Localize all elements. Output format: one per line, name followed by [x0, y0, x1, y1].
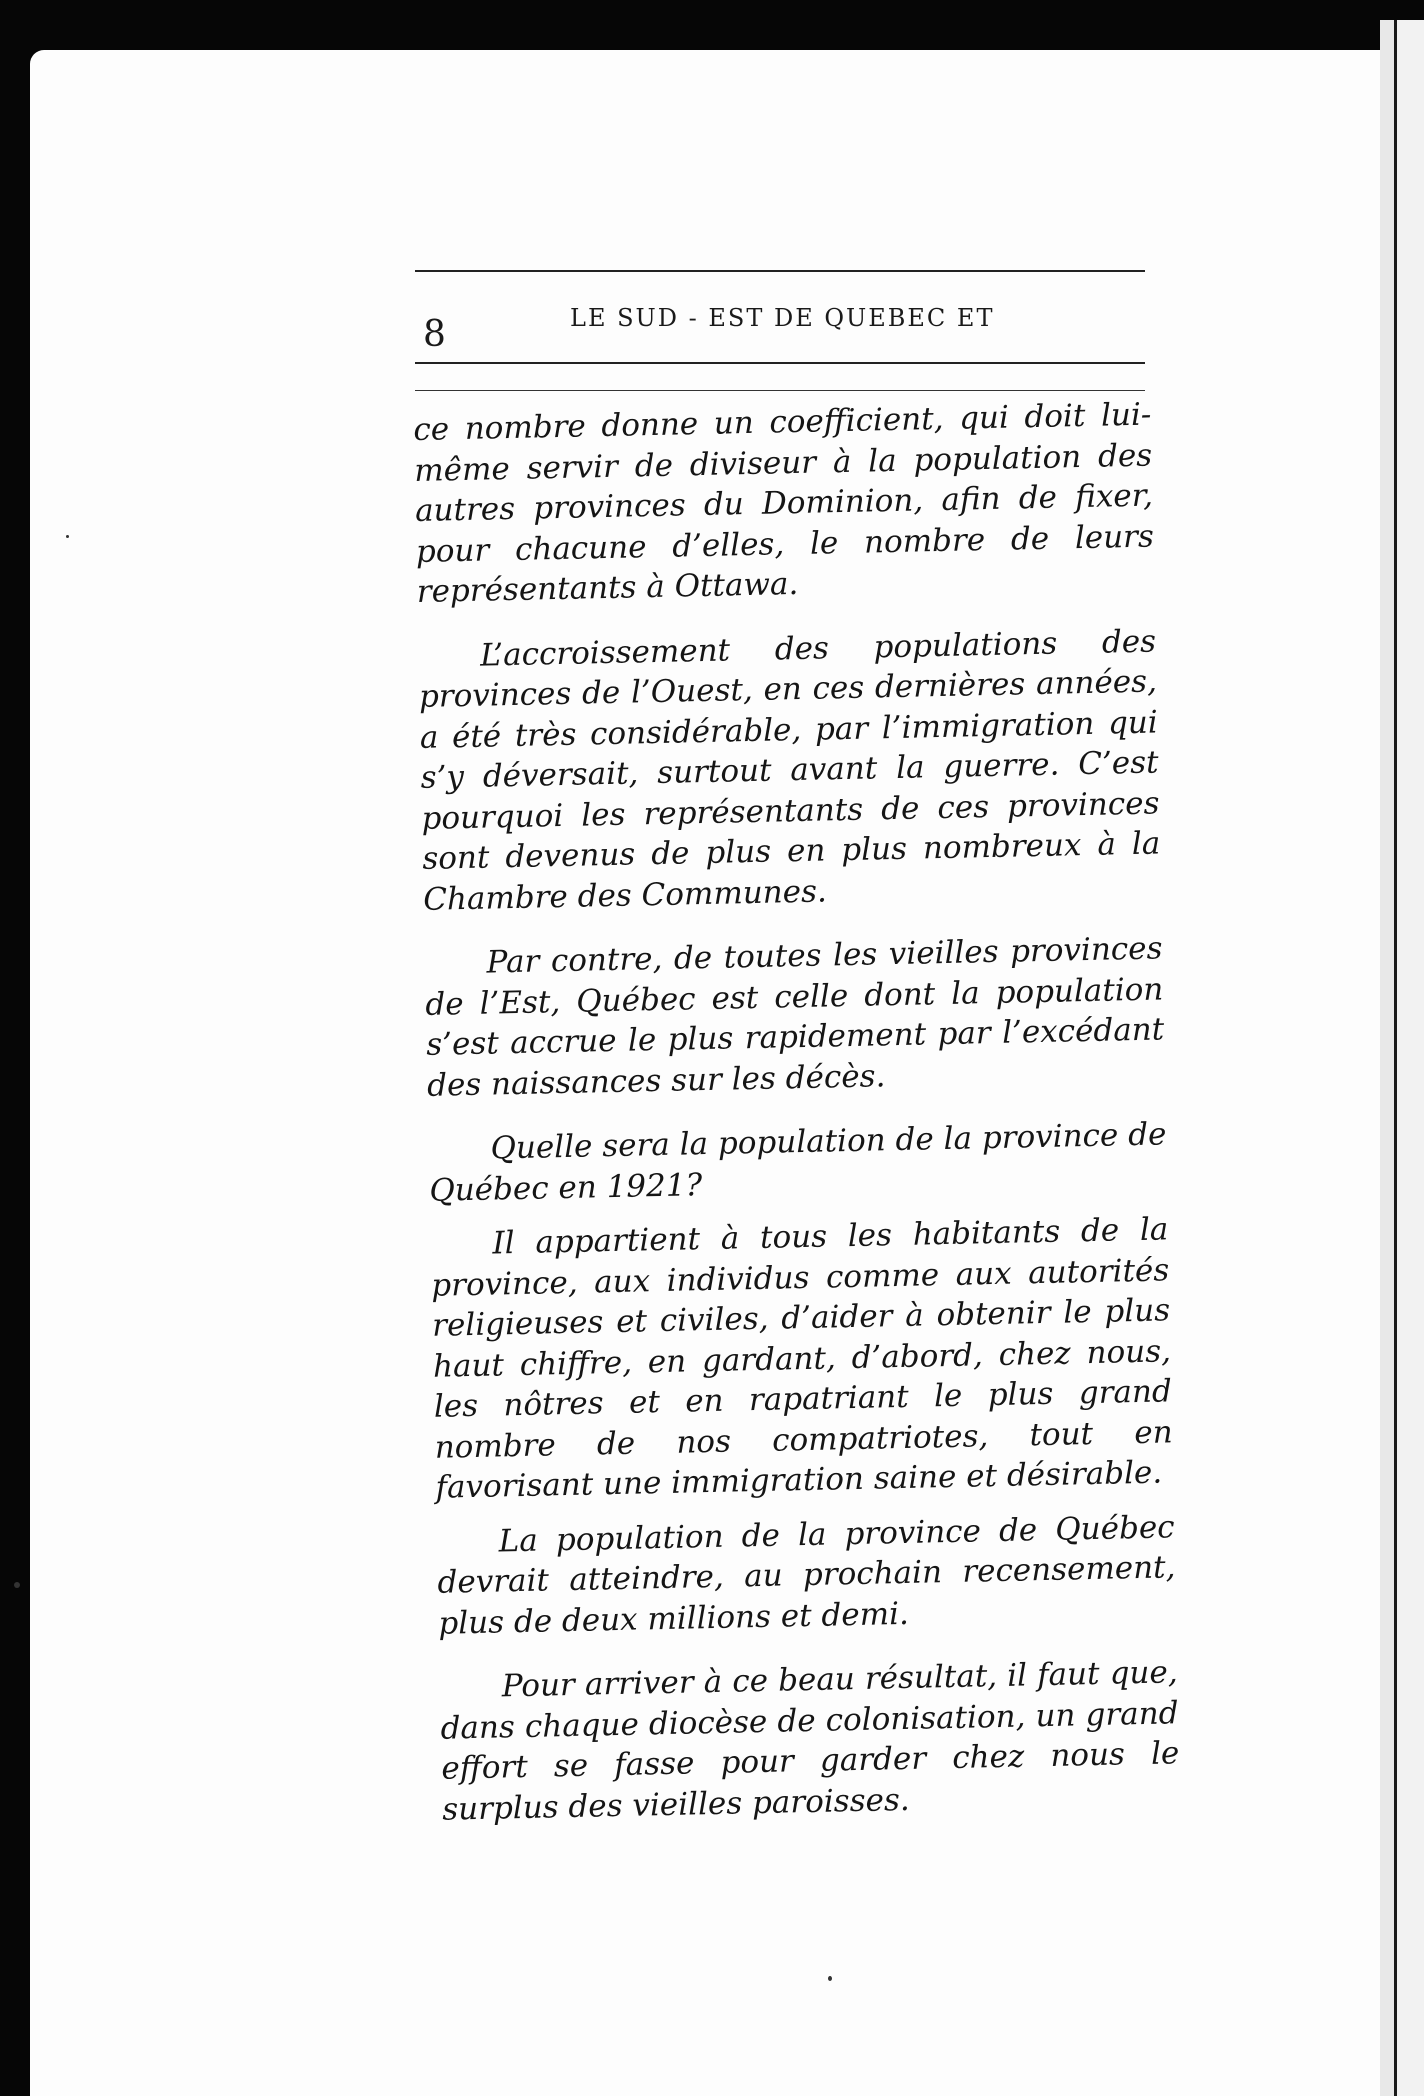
header-rule-top [415, 270, 1145, 272]
next-page-edge [1397, 20, 1424, 2096]
scan-speck [828, 1976, 832, 1981]
paragraph-4: Quelle sera la population de la province de Québec en 1921? [428, 1116, 1167, 1209]
body-text [413, 395, 1181, 1854]
paragraph-3: Par contre, de toutes les vieilles provinces de l’Est, Québec est celle dont la population s’est accrue le plus rapidement par l’excédant des naissances sur les décès. [425, 930, 1165, 1104]
paragraph-5: Il appartient à tous les habitants de la province, aux individus comme aux autorités religieuses et civiles, d’aider à obtenir le plus haut chiffre, en gardant, d’abord, chez nous, les nôtres et en rapatriant le plus grand nombre de nos compatriotes, tout en favorisant une immigration saine et désirable. [430, 1211, 1173, 1506]
paragraph-2: L’accroissement des populations des provinces de l’Ouest, en ces dernières années, a été très considérable, par l’immigration qui s’y déversait, surtout avant la guerre. C’est pourquoi les représentants de ces provinces sont devenus de plus en plus nombreux à la Chambre des Communes. [418, 622, 1161, 918]
scan-speck [14, 1582, 20, 1588]
header-rule-bottom-thin [415, 390, 1145, 391]
page-number: 8 [423, 314, 446, 355]
paragraph-7: Pour arriver à ce beau résultat, il faut que, dans chaque diocèse de colonisation, un grand effort se fasse pour garder chez nous le surplus des vieilles paroisses. [440, 1654, 1180, 1828]
paragraph-1: ce nombre donne un coefficient, qui doit lui-même servir de diviseur à la population des autres provinces du Dominion, afin de fixer, pour chacune d’elles, le nombre de leurs représentants à Ottawa. [413, 396, 1155, 610]
page-header [415, 300, 1145, 355]
header-rule-bottom [415, 362, 1145, 364]
scan-speck [66, 535, 69, 538]
page-edge [1380, 20, 1394, 2096]
running-head: LE SUD - EST DE QUEBEC ET [570, 304, 995, 332]
paragraph-6: La population de la province de Québec devrait atteindre, au prochain recensement, plus de deux millions et demi. [437, 1508, 1176, 1642]
